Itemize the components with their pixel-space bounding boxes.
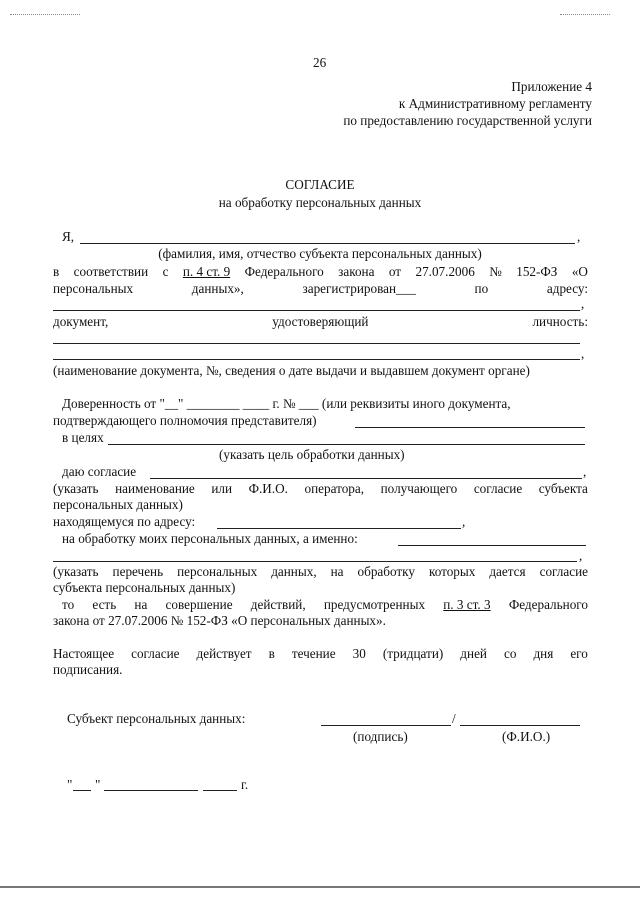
word: есть [92, 597, 117, 612]
power-of-attorney-line-2: подтверждающего полномочия представителя) [53, 413, 317, 428]
word: в [268, 646, 275, 661]
word: течение [291, 646, 336, 661]
operator-hint-line [53, 481, 588, 497]
word: согласие [473, 481, 523, 496]
word: 152-ФЗ [516, 264, 558, 279]
power-of-attorney-line: Доверенность от "__" ________ ____ г. № ___ (или реквизиты иного документа, [62, 396, 511, 411]
appendix-line-1: Приложение 4 [511, 79, 592, 94]
scan-bottom-edge [0, 886, 640, 888]
word: Федерального [244, 264, 324, 279]
operator-field[interactable] [150, 478, 582, 479]
operator-address-field[interactable] [217, 528, 461, 529]
word: получающего [380, 481, 458, 496]
page-number: 26 [313, 55, 327, 70]
word: зарегистрирован___ [302, 281, 416, 296]
signature-label: Субъект персональных данных: [67, 711, 246, 726]
document-hint: (наименование документа, №, сведения о дате выдачи и выдавшем документ органе) [53, 363, 530, 378]
word: совершение [165, 597, 233, 612]
word: согласие [131, 646, 180, 661]
comma: , [581, 296, 585, 311]
comma: , [581, 346, 585, 361]
word: данных», [191, 281, 244, 296]
word: личность: [532, 314, 588, 329]
document-subtitle: на обработку персональных данных [218, 195, 422, 210]
comma: , [577, 229, 581, 244]
word: по [474, 281, 489, 296]
word: дня [533, 646, 554, 661]
date-quote-close: " [95, 777, 101, 792]
actions-line [62, 597, 588, 613]
word: персональных [177, 564, 258, 579]
document-title: СОГЛАСИЕ [285, 177, 355, 192]
word: персональных [53, 281, 134, 296]
law-clause-link[interactable]: п. 4 ст. 9 [182, 264, 231, 279]
comma: , [462, 514, 466, 529]
power-of-attorney-field[interactable] [355, 427, 585, 428]
word: дней [460, 646, 487, 661]
fio-hint: (фамилия, имя, отчество субъекта персональных данных) [158, 246, 482, 261]
validity-line [53, 646, 588, 662]
word: со [504, 646, 517, 661]
word: адресу: [546, 281, 588, 296]
date-month-field[interactable] [104, 790, 198, 791]
data-list-field-1[interactable] [398, 545, 586, 546]
registered-address-line [53, 281, 588, 297]
purpose-prefix: в целях [62, 430, 104, 445]
signature-fio-field[interactable] [460, 725, 580, 726]
purpose-field[interactable] [108, 444, 585, 445]
actions-line-2: закона от 27.07.2006 № 152-ФЗ «О персональных данных». [53, 613, 386, 628]
word: в [53, 264, 60, 279]
appendix-line-2: к Административному регламенту [398, 96, 592, 111]
word: перечень [112, 564, 164, 579]
word: наименование [115, 481, 195, 496]
data-list-hint-line [53, 564, 588, 580]
signature-hint: (подпись) [353, 729, 408, 744]
word: действует [196, 646, 252, 661]
i-prefix: Я, [62, 229, 75, 244]
date-quote-open: " [67, 777, 73, 792]
word: Ф.И.О. [248, 481, 288, 496]
identity-document-line [53, 314, 588, 330]
word: (указать [53, 564, 99, 579]
comma: , [583, 464, 587, 479]
word: на [134, 597, 148, 612]
word: соответствии [73, 264, 149, 279]
word: удостоверяющий [272, 314, 369, 329]
word: от [388, 264, 402, 279]
law-reference-line [53, 264, 588, 280]
word: субъекта [538, 481, 588, 496]
date-day-field[interactable] [73, 790, 91, 791]
address-field[interactable] [53, 310, 580, 311]
word: или [211, 481, 233, 496]
word: дается [489, 564, 526, 579]
word: с [162, 264, 169, 279]
fio-field[interactable] [80, 243, 575, 244]
appendix-line-3: по предоставлению государственной услуги [343, 113, 592, 128]
scan-edge-mark [560, 14, 610, 15]
date-year-suffix: г. [241, 777, 249, 792]
comma: , [579, 548, 583, 563]
processing-label: на обработку моих персональных данных, а именно: [62, 531, 358, 546]
signature-slash: / [452, 711, 456, 726]
word: (тридцати) [382, 646, 444, 661]
consent-prefix: даю согласие [62, 464, 137, 479]
law-clause-link[interactable]: п. 3 ст. 3 [443, 597, 491, 612]
document-field-2[interactable] [53, 359, 580, 360]
data-list-hint-line-2: субъекта персональных данных) [53, 580, 236, 595]
word: закона [338, 264, 375, 279]
operator-address-label: находящемуся по адресу: [53, 514, 196, 529]
word: Настоящее [53, 646, 115, 661]
date-year-field[interactable] [203, 790, 237, 791]
document-field-1[interactable] [53, 343, 580, 344]
word: его [570, 646, 588, 661]
word: 30 [352, 646, 366, 661]
word: (указать [53, 481, 99, 496]
word: 27.07.2006 [415, 264, 475, 279]
word: обработку [357, 564, 415, 579]
word: документ, [53, 314, 109, 329]
word: данных, [271, 564, 317, 579]
scan-edge-mark [10, 14, 80, 15]
word: на [330, 564, 344, 579]
word: действий, [250, 597, 306, 612]
signature-field[interactable] [321, 725, 451, 726]
word: то [62, 597, 75, 612]
purpose-hint: (указать цель обработки данных) [219, 447, 405, 462]
validity-line-2: подписания. [53, 662, 123, 677]
word: предусмотренных [323, 597, 426, 612]
word: согласие [539, 564, 588, 579]
operator-hint-line-2: персональных данных) [53, 497, 183, 512]
word: оператора, [304, 481, 365, 496]
word: «О [571, 264, 588, 279]
data-list-field-2[interactable] [53, 561, 577, 562]
word: которых [428, 564, 476, 579]
word: № [489, 264, 502, 279]
signature-fio-hint: (Ф.И.О.) [502, 729, 551, 744]
word: Федерального [508, 597, 588, 612]
